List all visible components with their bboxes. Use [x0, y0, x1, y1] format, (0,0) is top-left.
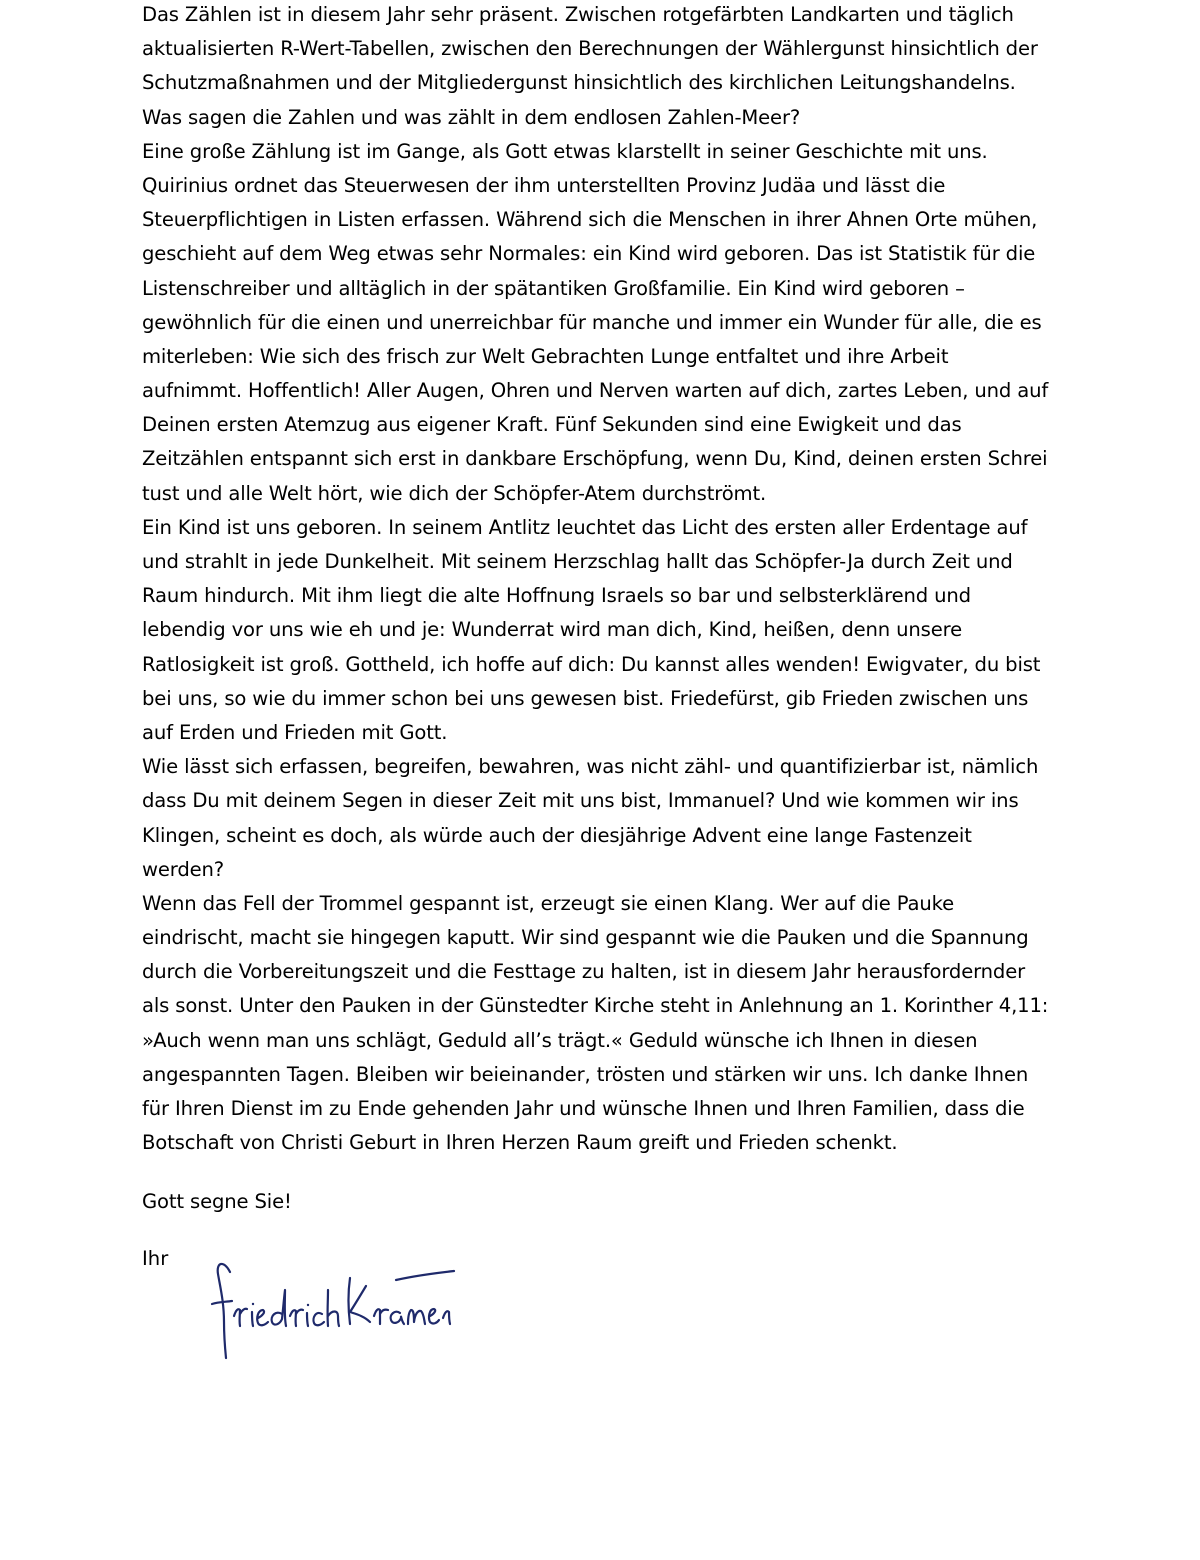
body-line: Ein Kind ist uns geboren. In seinem Antlitz leuchtet das Licht des ersten aller Erdentage auf: [142, 515, 1028, 539]
body-line: Was sagen die Zahlen und was zählt in dem endlosen Zahlen-Meer?: [142, 105, 801, 129]
body-line: Eine große Zählung ist im Gange, als Gott etwas klarstellt in seiner Geschichte mit uns.: [142, 139, 988, 163]
signature-stroke: [328, 1290, 339, 1326]
body-line: Wenn das Fell der Trommel gespannt ist, erzeugt sie einen Klang. Wer auf die Pauke: [142, 891, 955, 915]
body-line: Botschaft von Christi Geburt in Ihren Herzen Raum greift und Frieden schenkt.: [142, 1131, 898, 1155]
body-line: auf Erden und Frieden mit Gott.: [142, 720, 448, 744]
signature-stroke: [290, 1310, 303, 1326]
body-line: durch die Vorbereitungszeit und die Festtage zu halten, ist in diesem Jahr herausfordernder: [142, 960, 1026, 984]
body-line: Das Zählen ist in diesem Jahr sehr präsent. Zwischen rotgefärbten Landkarten und täglich: [142, 3, 1014, 26]
valediction: Ihr: [142, 1247, 169, 1270]
body-line: eindrischt, macht sie hingegen kaputt. Wir sind gespannt wie die Pauken und die Spannung: [142, 926, 1029, 950]
body-line: für Ihren Dienst im zu Ende gehenden Jahr und wünsche Ihnen und Ihren Familien, dass die: [142, 1097, 1025, 1120]
letter-body: [142, 0, 1072, 1160]
signature-stroke: [374, 1309, 388, 1324]
body-line: Klingen, scheint es doch, als würde auch der diesjährige Advent eine lange Fastenzeit: [142, 823, 972, 847]
body-line: als sonst. Unter den Pauken in der Günstedter Kirche steht in Anlehnung an 1. Korinther 4,11:: [142, 994, 1049, 1018]
signature-stroke: [257, 1310, 268, 1325]
body-line: »Auch wenn man uns schlägt, Geduld all’s trägt.« Geduld wünsche ich Ihnen in diesen: [142, 1028, 978, 1052]
body-line: Raum hindurch. Mit ihm liegt die alte Hoffnung Israels so bar und selbsterklärend und: [142, 584, 971, 608]
body-line: Listenschreiber und alltäglich in der spätantiken Großfamilie. Ein Kind wird geboren –: [142, 276, 965, 300]
signature-stroke: [307, 1313, 308, 1326]
handwritten-signature: [200, 1252, 470, 1364]
body-line: Quirinius ordnet das Steuerwesen der ihm unterstellten Provinz Judäa und lässt die: [142, 173, 946, 197]
body-line: miterleben: Wie sich des frisch zur Welt Gebrachten Lunge entfaltet und ihre Arbeit: [142, 344, 949, 368]
body-line: lebendig vor uns wie eh und je: Wunderrat wird man dich, Kind, heißen, denn unsere: [142, 618, 963, 642]
signature-stroke: [234, 1309, 247, 1326]
body-line: bei uns, so wie du immer schon bei uns gewesen bist. Friedefürst, gib Frieden zwischen uns: [142, 686, 1029, 710]
signature-stroke: [429, 1309, 439, 1323]
body-line: Zeitzählen entspannt sich erst in dankbare Erschöpfung, wenn Du, Kind, deinen ersten Schrei: [142, 447, 1048, 471]
body-line: Schutzmaßnahmen und der Mitgliedergunst hinsichtlich des kirchlichen Leitungshandelns.: [142, 71, 1016, 95]
body-line: dass Du mit deinem Segen in dieser Zeit mit uns bist, Immanuel? Und wie kommen wir ins: [142, 789, 1019, 813]
signature-stroke: [408, 1310, 425, 1324]
body-line: tust und alle Welt hört, wie dich der Schöpfer-Atem durchströmt.: [142, 481, 767, 505]
body-line: aufnimmt. Hoffentlich! Aller Augen, Ohren und Nerven warten auf dich, zartes Leben, und auf: [142, 379, 1049, 403]
signature-stroke: [272, 1290, 286, 1326]
signature-stroke: [252, 1312, 253, 1326]
signature-stroke: [350, 1286, 370, 1322]
body-line: Deinen ersten Atemzug aus eigener Kraft. Fünf Sekunden sind eine Ewigkeit und das: [142, 413, 962, 437]
body-line: angespannten Tagen. Bleiben wir beieinander, trösten und stärken wir uns. Ich danke Ihnen: [142, 1062, 1029, 1086]
body-line: gewöhnlich für die einen und unerreichbar für manche und immer ein Wunder für alle, die es: [142, 310, 1042, 334]
signature-stroke: [218, 1264, 230, 1358]
closing-blessing: Gott segne Sie!: [142, 1190, 292, 1213]
body-line: werden?: [142, 857, 225, 881]
body-line: Steuerpflichtigen in Listen erfassen. Während sich die Menschen in ihrer Ahnen Orte mühen,: [142, 208, 1038, 232]
body-line: geschieht auf dem Weg etwas sehr Normales: ein Kind wird geboren. Das ist Statistik für die: [142, 242, 1036, 266]
body-line: aktualisierten R-Wert-Tabellen, zwischen den Berechnungen der Wählergunst hinsichtlich der: [142, 37, 1038, 61]
signature-stroke: [349, 1278, 351, 1324]
body-line: Wie lässt sich erfassen, begreifen, bewahren, was nicht zähl- und quantifizierbar ist, nämlich: [142, 755, 1039, 779]
signature-stroke: [313, 1313, 324, 1325]
signature-stroke: [391, 1312, 404, 1324]
body-line: und strahlt in jede Dunkelheit. Mit seinem Herzschlag hallt das Schöpfer-Ja durch Zeit und: [142, 550, 1013, 573]
body-line: Ratlosigkeit ist groß. Gottheld, ich hoffe auf dich: Du kannst alles wenden! Ewigvater, du bist: [142, 652, 1041, 676]
signature-stroke: [443, 1311, 450, 1324]
signature-stroke: [396, 1271, 454, 1280]
signature-image: [200, 1252, 470, 1364]
